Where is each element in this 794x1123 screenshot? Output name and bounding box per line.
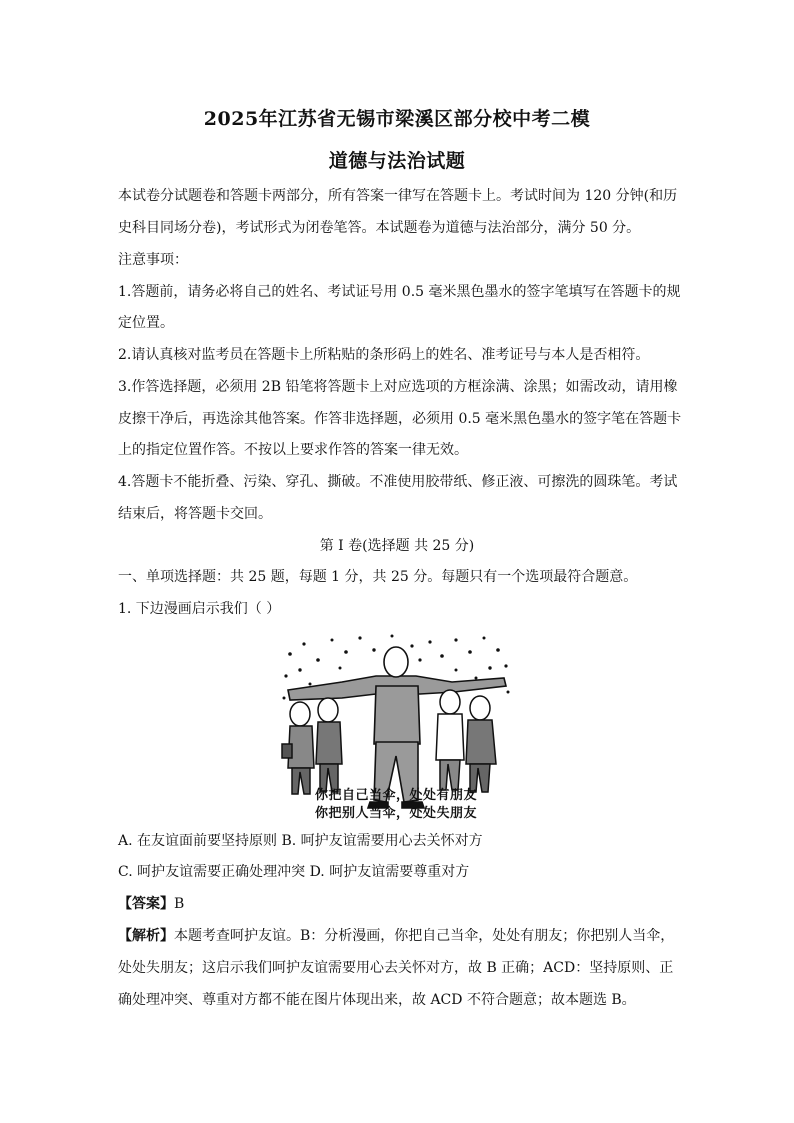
notice-item-3-line-2: 皮擦干净后，再选涂其他答案。作答非选择题，必须用 0.5 毫米黑色墨水的签字笔在答题卡 — [118, 411, 682, 427]
question-1-options-line-1: A. 在友谊面前要坚持原则 B. 呵护友谊需要用心去关怀对方 — [118, 833, 483, 849]
question-1-stem: 1. 下边漫画启示我们（ ） — [118, 601, 281, 617]
notice-item-2: 2.请认真核对监考员在答题卡上所粘贴的条形码上的姓名、准考证号与本人是否相符。 — [118, 347, 650, 363]
notice-item-3-line-3: 上的指定位置作答。不按以上要求作答的答案一律无效。 — [118, 442, 468, 458]
question-1-options-line-2: C. 呵护友谊需要正确处理冲突 D. 呵护友谊需要尊重对方 — [118, 864, 470, 880]
analysis-line-3: 确处理冲突、尊重对方都不能在图片体现出来，故 ACD 不符合题意；故本题选 B。 — [118, 992, 636, 1008]
exam-subtitle: 道德与法治试题 — [328, 150, 466, 172]
right-people — [436, 690, 496, 792]
intro-paragraph-line-2: 史科目同场分卷)，考试形式为闭卷笔答。本试题卷为道德与法治部分，满分 50 分。 — [118, 220, 641, 236]
section-heading: 第 I 卷(选择题 共 25 分) — [319, 538, 475, 554]
analysis-label: 【解析】 — [118, 928, 174, 944]
answer-label: 【答案】 — [118, 896, 174, 912]
notice-heading: 注意事项： — [118, 252, 188, 268]
cartoon-caption-line-2: 你把别人当伞，处处失朋友 — [314, 806, 477, 821]
cartoon-caption-line-1: 你把自己当伞，处处有朋友 — [314, 788, 477, 803]
notice-item-1-line-2: 定位置。 — [118, 315, 174, 331]
analysis-line-2: 处处失朋友；这启示我们呵护友谊需要用心去关怀对方，故 B 正确；ACD：坚持原则、正 — [118, 960, 674, 976]
analysis-line-1 — [118, 926, 688, 946]
notice-item-1-line-1: 1.答题前，请务必将自己的姓名、考试证号用 0.5 毫米黑色墨水的签字笔填写在答题卡的规 — [118, 284, 681, 300]
analysis-text-1: 本题考查呵护友谊。B：分析漫画，你把自己当伞，处处有朋友；你把别人当伞， — [174, 928, 675, 944]
answer-line — [118, 894, 688, 914]
exam-title: 2025年江苏省无锡市梁溪区部分校中考二模 — [203, 108, 591, 130]
left-people — [282, 698, 342, 794]
intro-paragraph-line-1: 本试卷分试题卷和答题卡两部分，所有答案一律写在答题卡上。考试时间为 120 分钟(和历 — [118, 188, 678, 204]
notice-item-3-line-1: 3.作答选择题，必须用 2B 铅笔将答题卡上对应选项的方框涂满、涂黑；如需改动，请用橡 — [118, 379, 678, 395]
notice-item-4-line-1: 4.答题卡不能折叠、污染、穿孔、撕破。不准使用胶带纸、修正液、可擦洗的圆珠笔。考试 — [118, 474, 678, 490]
section-instruction: 一、单项选择题：共 25 题，每题 1 分，共 25 分。每题只有一个选项最符合题意。 — [118, 569, 638, 585]
notice-item-4-line-2: 结束后，将答题卡交回。 — [118, 506, 272, 522]
answer-value: B — [174, 896, 185, 912]
